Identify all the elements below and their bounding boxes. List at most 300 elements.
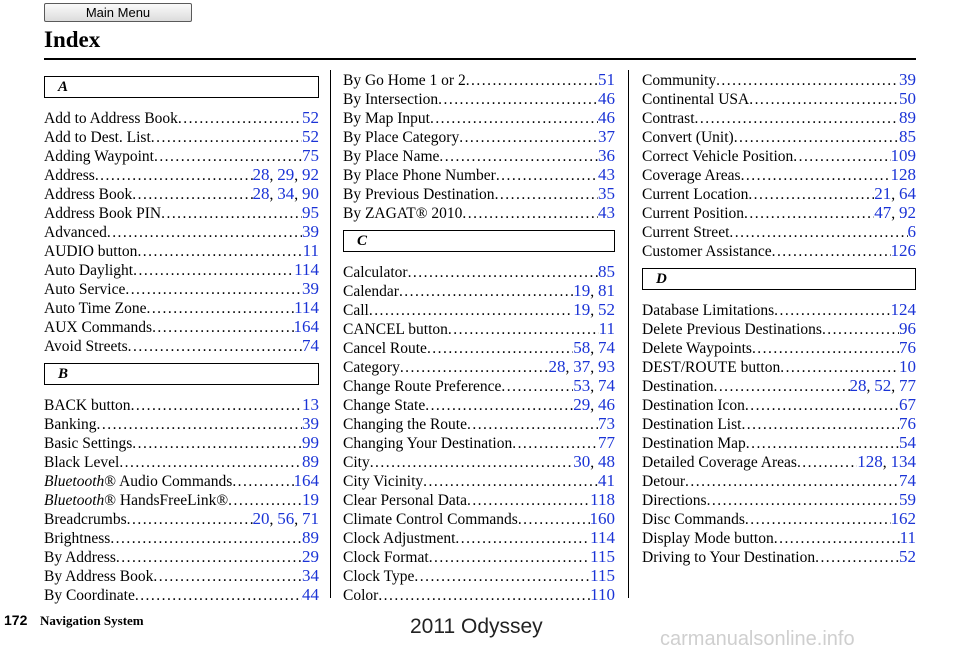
page-link[interactable]: 73 [598,414,615,433]
page-references [590,585,615,605]
dot-leader [716,71,899,90]
index-term [343,472,423,491]
index-term-text: Brightness [44,530,111,547]
index-term [44,109,178,128]
page-link[interactable]: 74 [598,376,615,395]
page-link[interactable]: 71 [302,509,319,528]
page-references [303,241,319,261]
index-entry [343,338,615,357]
index-term [44,396,131,415]
dot-leader [713,377,849,396]
page-references [891,165,917,185]
index-term-text: Category [343,359,400,376]
index-term-text: Clear Personal Data [343,492,467,509]
dot-leader [455,529,590,548]
page-link[interactable]: 81 [598,281,615,300]
index-term [642,147,793,166]
page-link[interactable]: 109 [890,146,916,165]
dot-leader [132,185,252,204]
page-link[interactable]: 54 [899,433,916,452]
page-references [598,146,615,166]
page-references: 28, 37, 93 [548,357,615,376]
page-link[interactable]: 53 [573,376,591,395]
page-link[interactable]: 162 [890,509,916,528]
index-term [44,223,107,242]
dot-leader [95,166,253,185]
index-term [44,299,146,318]
index-term-text: Auto Service [44,281,126,298]
page-references: 21, 64 [874,184,916,203]
index-term [44,242,137,261]
page-link[interactable]: 37 [598,127,615,146]
index-entry [343,395,615,414]
page-link[interactable]: 37 [573,357,591,376]
page-link[interactable]: 46 [598,395,615,414]
index-term [642,453,797,472]
dot-leader [116,548,302,567]
dot-leader [793,147,890,166]
page-references: 20, 56, 71 [252,509,319,528]
index-entry [44,433,319,452]
index-term-text: Current Street [642,224,730,241]
index-term [642,204,744,223]
index-term [343,147,439,166]
page-link[interactable]: 50 [899,89,916,108]
index-term [642,166,741,185]
dot-leader [137,242,302,261]
page-link[interactable]: 164 [293,471,319,490]
index-term [642,415,741,434]
page-link[interactable]: 19 [302,490,319,509]
page-link[interactable]: 52 [874,376,892,395]
index-entry [642,452,916,471]
page-references: 30, 48 [573,452,615,471]
page-references [899,127,916,147]
index-term-text: By Place Category [343,129,460,146]
page-link[interactable]: 30 [573,452,591,471]
dot-leader [744,204,874,223]
page-link[interactable]: 34 [302,566,319,585]
dot-leader [131,396,302,415]
index-entry [343,146,615,165]
page-link[interactable]: 52 [899,547,916,566]
index-term [343,320,448,339]
page-link[interactable]: 19 [573,300,591,319]
index-term-text: Delete Waypoints [642,340,752,357]
page-link[interactable]: 74 [598,338,615,357]
page-link[interactable]: 28 [548,357,566,376]
index-entry [343,184,615,203]
page-references [899,395,916,415]
index-term-text: Clock Adjustment [343,530,456,547]
page-link[interactable]: 43 [598,165,615,184]
page-link[interactable]: 76 [899,338,916,357]
index-entry [642,127,916,146]
index-entry [44,528,319,547]
index-term [642,71,716,90]
index-term [44,529,110,548]
dot-leader [518,510,590,529]
page-references [302,127,319,147]
main-menu-button[interactable]: Main Menu [44,3,192,22]
dot-leader [749,90,899,109]
page-references [302,222,319,242]
page-link[interactable]: 85 [899,127,916,146]
page-link[interactable]: 114 [294,298,319,317]
dot-leader [467,491,590,510]
index-entry [642,222,916,241]
page-references [899,414,916,434]
page-link[interactable]: 52 [598,300,615,319]
dot-leader [369,301,573,320]
page-references [598,108,615,128]
page-references [302,279,319,299]
index-term-text: Address [44,167,95,184]
index-entry [642,433,916,452]
index-entry [44,452,319,471]
index-term [343,434,512,453]
index-term-text: Adding Waypoint [44,148,154,165]
dot-leader [741,415,899,434]
page-link[interactable]: 13 [302,395,319,414]
page-references [891,300,917,320]
page-link[interactable]: 90 [302,184,319,203]
page-references [899,338,916,358]
page-link[interactable]: 29 [573,395,591,414]
dot-leader [815,548,899,567]
index-term [343,358,400,377]
index-entry [642,108,916,127]
page-link[interactable]: 11 [899,528,916,547]
page-link[interactable]: 115 [590,547,615,566]
index-term [343,90,438,109]
page-references [598,165,615,185]
page-link[interactable]: 11 [302,241,319,260]
index-entry [44,566,319,585]
page-references: 128, 134 [857,452,916,471]
index-entry [343,471,615,490]
index-entry [343,203,615,222]
dot-leader [822,320,899,339]
index-term-text: By Address Book [44,568,154,585]
page-link[interactable]: 34 [277,184,295,203]
dot-leader [146,299,294,318]
page-link[interactable]: 6 [907,222,916,241]
page-references [302,433,319,453]
page-link[interactable]: 36 [598,146,615,165]
index-term-text: Calculator [343,264,408,281]
page-link[interactable]: 74 [899,471,916,490]
page-references [899,490,916,510]
page-link[interactable]: 134 [890,452,916,471]
column-divider [628,70,629,598]
index-entry [44,298,319,317]
index-entry [343,357,615,376]
watermark-model: 2011 Odyssey [410,615,543,638]
page-link[interactable]: 29 [302,547,319,566]
dot-leader [780,358,899,377]
index-term [642,320,822,339]
page-link[interactable]: 118 [590,490,615,509]
index-term-text: By Coordinate [44,587,135,604]
index-term-text: Database Limitations [642,302,775,319]
watermark-site: carmanualsonline.info [660,628,855,650]
index-entry [642,300,916,319]
page-link[interactable]: 99 [302,433,319,452]
page-link[interactable]: 93 [598,357,615,376]
index-term-text: Calendar [343,283,399,300]
page-link[interactable]: 28 [252,184,270,203]
page-references [599,319,615,339]
page-link[interactable]: 52 [302,108,319,127]
index-term-text: Basic Settings [44,435,133,452]
page-link[interactable]: 96 [899,319,916,338]
index-entry [642,414,916,433]
index-entry [44,108,319,127]
dot-leader [133,261,294,280]
page-link[interactable]: 92 [302,165,319,184]
page-link[interactable]: 11 [598,319,615,338]
index-term-text: Destination Icon [642,397,745,414]
index-entry [44,471,319,490]
index-term-text: Advanced [44,224,107,241]
page-link[interactable]: 75 [302,146,319,165]
page-link[interactable]: 95 [302,203,319,222]
page-link[interactable]: 89 [302,528,319,547]
index-term-text: Call [343,302,369,319]
dot-leader [128,337,302,356]
index-entry [642,490,916,509]
index-term-text: Destination List [642,416,742,433]
dot-leader [741,166,891,185]
page-references [908,222,917,242]
index-entry [44,260,319,279]
index-entry [343,414,615,433]
index-term-text: City Vicinity [343,473,424,490]
index-term-text: Auto Time Zone [44,300,147,317]
page-references [598,184,615,204]
index-entry [44,336,319,355]
index-term-text: Destination [642,378,714,395]
index-term-text: Correct Vehicle Position [642,148,794,165]
page-references [302,452,319,472]
index-term [343,128,459,147]
index-term [642,529,774,548]
index-term-text: CANCEL button [343,321,448,338]
page-link[interactable]: 52 [302,127,319,146]
page-link[interactable]: 39 [899,70,916,89]
index-term [343,185,495,204]
index-term-text: Changing the Route [343,416,467,433]
page-link[interactable]: 35 [598,184,615,203]
dot-leader [748,185,874,204]
page-link[interactable]: 28 [252,165,270,184]
page-link[interactable]: 89 [899,108,916,127]
page-references: 53, 74 [573,376,615,395]
page-references [598,471,615,491]
page-references [899,319,916,339]
page-references [598,203,615,223]
page-link[interactable]: 39 [302,414,319,433]
page-link[interactable]: 58 [573,338,591,357]
page-link[interactable]: 64 [899,184,916,203]
page-references [302,395,319,415]
page-link[interactable]: 160 [589,509,615,528]
index-term-text: Community [642,72,717,89]
dot-leader [774,529,900,548]
dot-leader [232,472,293,491]
page-link[interactable]: 41 [598,471,615,490]
page-references [294,298,319,318]
index-term-text: Detour [642,473,686,490]
index-term-text: Disc Commands [642,511,745,528]
page-references [302,585,319,605]
page-link[interactable]: 48 [598,452,615,471]
page-link[interactable]: 126 [890,241,916,260]
page-link[interactable]: 51 [598,70,615,89]
page-link[interactable]: 76 [899,414,916,433]
index-term [343,109,430,128]
index-term-italic: Bluetooth [44,492,105,509]
page-references [598,433,615,453]
index-entry [343,319,615,338]
page-references [899,547,916,567]
index-entry [44,509,319,528]
page-link[interactable]: 43 [598,203,615,222]
page-link[interactable]: 114 [590,528,615,547]
index-term [642,491,707,510]
page-references [899,70,916,90]
index-entry [343,300,615,319]
index-term [642,242,772,261]
page-references: 58, 74 [573,338,615,357]
page-references [899,89,916,109]
page-link[interactable]: 77 [899,376,916,395]
page-link[interactable]: 47 [874,203,892,222]
index-entry [343,509,615,528]
page-link[interactable]: 89 [302,452,319,471]
index-term [343,263,408,282]
index-term-text: Address Book PIN [44,205,162,222]
page-link[interactable]: 44 [302,585,319,604]
index-term-text: Display Mode button [642,530,774,547]
index-term-text: Changing Your Destination [343,435,513,452]
page-link[interactable]: 21 [874,184,892,203]
index-entry [44,241,319,260]
index-term-text: Contrast [642,110,695,127]
index-term [343,204,462,223]
page-link[interactable]: 128 [857,452,883,471]
dot-leader [125,280,302,299]
index-term-text: AUX Commands [44,319,153,336]
dot-leader [425,396,573,415]
index-entry [343,452,615,471]
page-link[interactable]: 128 [890,165,916,184]
page-references: 47, 92 [874,203,916,222]
index-term-text: ® HandsFreeLink® [104,492,229,509]
index-entry [642,338,916,357]
page-link[interactable]: 20 [252,509,270,528]
page-link[interactable]: 115 [590,566,615,585]
page-link[interactable]: 39 [302,222,319,241]
index-term [44,147,154,166]
dot-leader [707,491,899,510]
page-references [598,262,615,282]
page-references [891,241,917,261]
index-entry [343,566,615,585]
index-term [642,396,745,415]
page-link[interactable]: 19 [573,281,591,300]
page-link[interactable]: 85 [598,262,615,281]
index-term-text: Directions [642,492,707,509]
page-link[interactable]: 56 [277,509,295,528]
dot-leader [178,109,302,128]
page-link[interactable]: 124 [890,300,916,319]
title-rule [44,58,916,60]
page-references [302,490,319,510]
page-references [294,260,319,280]
page-link[interactable]: 29 [277,165,295,184]
index-entry [642,146,916,165]
index-term-text: AUDIO button [44,243,138,260]
dot-leader [161,204,302,223]
page-link[interactable]: 67 [899,395,916,414]
index-term-text: Change State [343,397,426,414]
dot-leader [467,415,598,434]
page-link[interactable]: 46 [598,108,615,127]
index-entry [642,528,916,547]
index-entry [343,376,615,395]
index-term-text: Coverage Areas [642,167,741,184]
page-link[interactable]: 39 [302,279,319,298]
dot-leader [135,586,302,605]
index-term [44,548,116,567]
page-link[interactable]: 74 [302,336,319,355]
index-entry [642,241,916,260]
page-link[interactable]: 110 [590,585,615,604]
index-term [44,166,95,185]
index-entry [642,509,916,528]
dot-leader [153,567,302,586]
page-link[interactable]: 164 [293,317,319,336]
index-entry [642,70,916,89]
page-link[interactable]: 92 [899,203,916,222]
page-references [598,414,615,434]
index-term-text: ® Audio Commands [104,473,233,490]
dot-leader [152,318,293,337]
dot-leader [466,71,598,90]
dot-leader [745,510,891,529]
section-header-a: A [44,76,319,98]
page-link[interactable]: 77 [598,433,615,452]
page-link[interactable]: 59 [899,490,916,509]
index-entry [642,376,916,395]
index-entry [343,165,615,184]
index-term [343,548,429,567]
index-term-text: Breadcrumbs [44,511,127,528]
index-term [343,301,369,320]
dot-leader [429,548,590,567]
page-references [899,108,916,128]
index-term [343,166,496,185]
index-term-text: Delete Previous Destinations [642,321,822,338]
page-references [590,490,615,510]
page-link[interactable]: 114 [294,260,319,279]
page-references [899,357,916,377]
page-link[interactable]: 10 [899,357,916,376]
page-link[interactable]: 28 [849,376,867,395]
page-link[interactable]: 46 [598,89,615,108]
